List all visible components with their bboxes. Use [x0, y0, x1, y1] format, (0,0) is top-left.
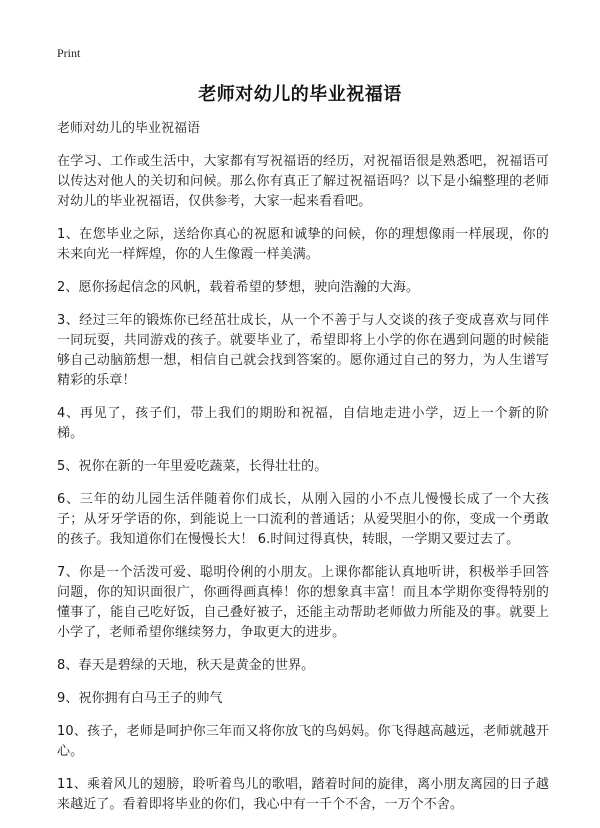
- document-body: [57, 119, 549, 828]
- wish-paragraph-3: 3、经过三年的锻炼你已经茁壮成长，从一个不善于与人交谈的孩子变成喜欢与同伴一同玩耍，共同游戏的孩子。就要毕业了，希望即将上小学的你在遇到问题的时候能够自己动脑筋想一想，相信自己就会找到答案的。愿你通过自己的努力，为人生谱写精彩的乐章！: [57, 313, 549, 388]
- wish-paragraph-5: 5、祝你在新的一年里爱吃蔬菜，长得壮壮的。: [57, 459, 328, 474]
- document-subtitle: 老师对幼儿的毕业祝福语: [57, 121, 201, 136]
- wish-paragraph-2: 2、愿你扬起信念的风帆，载着希望的梦想，驶向浩瀚的大海。: [57, 280, 420, 295]
- print-link[interactable]: Print: [57, 46, 81, 60]
- wish-paragraph-1: 1、在您毕业之际，送给你真心的祝愿和诚挚的问候，你的理想像雨一样展现，你的未来向光一样辉煌，你的人生像霞一样美满。: [57, 227, 549, 262]
- wish-paragraph-6: 6、三年的幼儿园生活伴随着你们成长，从刚入园的小不点儿慢慢长成了一个大孩子；从牙牙学语的你，到能说上一口流利的普通话；从爱哭胆小的你，变成一个勇敢的孩子。我知道你们在慢慢长大！ 6.时间过得真快，转眼，一学期又要过去了。: [57, 492, 549, 547]
- document-title: 老师对幼儿的毕业祝福语: [198, 84, 402, 105]
- wish-paragraph-9: 9、祝你拥有白马王子的帅气: [57, 691, 223, 706]
- wish-paragraph-8: 8、春天是碧绿的天地，秋天是黄金的世界。: [57, 658, 315, 673]
- wish-paragraph-4: 4、再见了，孩子们，带上我们的期盼和祝福，自信地走进小学，迈上一个新的阶梯。: [57, 406, 549, 441]
- wish-paragraph-11: 11、乘着风儿的翅膀，聆听着鸟儿的歌唱，踏着时间的旋律，离小朋友离园的日子越来越近了。看着即将毕业的你们，我心中有一千个不舍，一万个不舍。: [57, 777, 549, 812]
- wish-paragraph-10: 10、孩子，老师是呵护你三年而又将你放飞的鸟妈妈。你飞得越高越远，老师就越开心。: [57, 724, 549, 759]
- wish-paragraph-7: 7、你是一个活泼可爱、聪明伶俐的小朋友。上课你都能认真地听讲，积极举手回答问题，你的知识面很广，你画得画真棒！你的想象真丰富！而且本学期你变得特别的懂事了，能自己吃好饭，自己叠好被子，还能主动帮助老师做力所能及的事。就要上小学了，老师希望你继续努力，争取更大的进步。: [57, 565, 549, 640]
- intro-paragraph: 在学习、工作或生活中，大家都有写祝福语的经历，对祝福语很是熟悉吧，祝福语可以传达对他人的关切和问候。那么你有真正了解过祝福语吗？以下是小编整理的老师对幼儿的毕业祝福语，仅供参考，大家一起来看看吧。: [57, 154, 549, 209]
